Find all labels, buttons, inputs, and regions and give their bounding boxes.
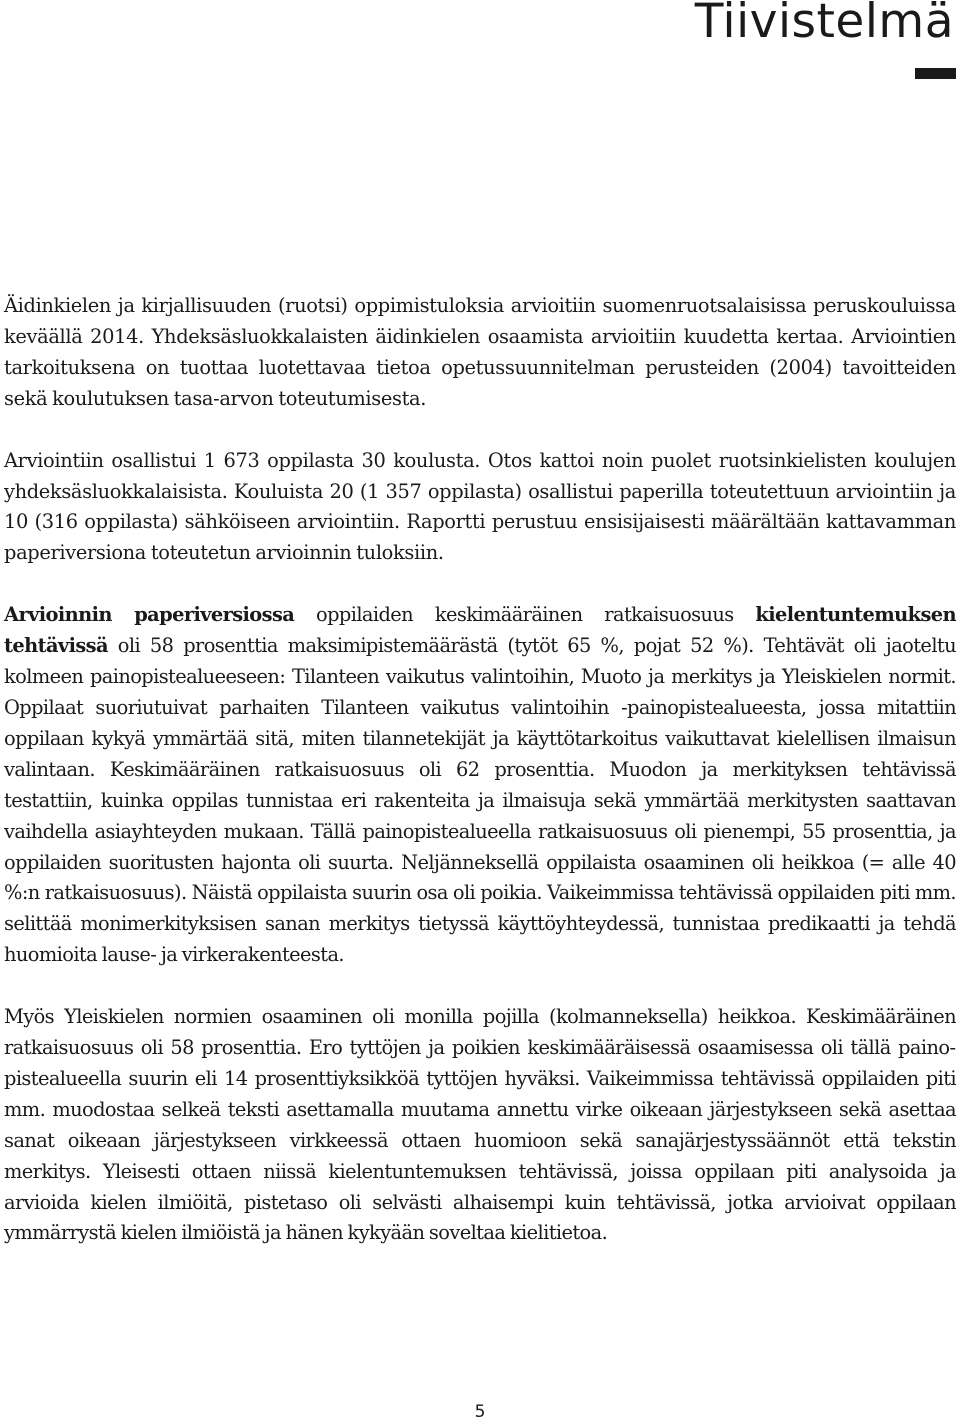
paragraph-text: oppilaiden keskimääräinen ratkaisuosuus xyxy=(294,603,756,627)
page-title: Tiivistelmä xyxy=(694,0,954,49)
bold-phrase-paper-version: Arvioinnin paperiversiossa xyxy=(4,603,295,627)
paragraph-participants: Arviointiin osallistui 1 673 oppilasta 30 koulusta. Otos kattoi noin puolet ruotsinkielisten koulujen yhdeksäsluokkalaisista. Kouluista 20 (1 357 oppilasta) osallistui paperilla toteutettuun arviointiin ja 10 (316 oppilasta) sähköiseen arviointiin. Raportti perustuu ensisijaisesti määrältään kattavamman paperiversiona toteutetun arvioinnin tuloksiin. xyxy=(4,448,956,565)
paragraph-norms: Myös Yleiskielen normien osaaminen oli monilla pojilla (kolmanneksella) heikkoa. Keskimääräinen ratkaisuosuus oli 58 prosenttia. Ero tyttöjen ja poikien keskimääräisessä osaamisessa oli tällä painopistealueella suurin eli 14 prosenttiyksikköä tyttöjen hyväksi. Vaikeimmissa tehtävissä oppilaiden piti mm. muodostaa selkeä teksti asettamalla muutama annettu virke oikeaan järjestykseen sekä asettaa sanat oikeaan järjestykseen virkkeessä ottaen huomioon sekä sanajärjestyssäännöt että tekstin merkitys. Yleisesti ottaen niissä kielentuntemuksen tehtävissä, joissa oppilaan piti analysoida ja arvioida kielen ilmiöitä, pistetaso oli selvästi alhaisempi kuin tehtävissä, jotka arvioivat oppilaan ymmärrystä kielen ilmiöistä ja hänen kykyään soveltaa kielitietoa. xyxy=(4,1005,956,1245)
paragraph-intro: Äidinkielen ja kirjallisuuden (ruotsi) oppimistuloksia arvioitiin suomenruotsalaisissa peruskouluissa keväällä 2014. Yhdeksäsluokkalaisten äidinkielen osaamista arvioitiin kuudetta kertaa. Arviointien tarkoituksena on tuottaa luotettavaa tietoa opetussuunnitelman perusteiden (2004) tavoitteiden sekä koulutuksen tasa-arvon toteutumisesta. xyxy=(4,294,956,410)
paragraph-text: oli 58 prosenttia maksimipistemäärästä (tytöt 65 %, pojat 52 %). Tehtävät oli jaoteltu kolmeen painopistealueeseen: Tilanteen vaikutus valintoihin, Muoto ja merkitys ja Yleiskielen normit. Oppilaat suoriutuivat parhaiten Tilanteen vaikutus valintoihin -painopistealueesta, jossa mitattiin oppilaan kykyä ymmärtää sitä, miten tilannetekijät ja käyttötarkoitus vaikuttavat kielellisen ilmaisun valintaan. Keskimääräinen ratkaisuosuus oli 62 prosenttia. Muodon ja merkityksen tehtävissä testattiin, kuinka oppilas tunnistaa eri rakenteita ja ilmaisuja sekä ymmärtää merkitysten saattavan vaihdella asiayhteyden mukaan. Tällä painopistealueella ratkaisuosuus oli pienempi, 55 prosenttia, ja oppilaiden suoritusten hajonta oli suurta. Neljänneksellä oppilaista osaaminen oli heikkoa (= alle 40 %:n ratkaisuosuus). Näistä oppilaista suurin osa oli poikia. Vaikeimmissa tehtävissä oppilaiden piti mm. selittää monimerkityksisen sanan merkitys tietyssä käyttöyhteydessä, tunnistaa predikaatti ja tehdä huomioita lause- ja virkerakenteesta. xyxy=(4,634,956,967)
summary-body xyxy=(4,291,956,1280)
title-rule xyxy=(915,68,956,79)
bold-phrase-language-tasks: kielentuntemuksen tehtävissä xyxy=(4,603,956,658)
page-number: 5 xyxy=(474,1402,486,1422)
paragraph-paper-results xyxy=(4,600,956,971)
